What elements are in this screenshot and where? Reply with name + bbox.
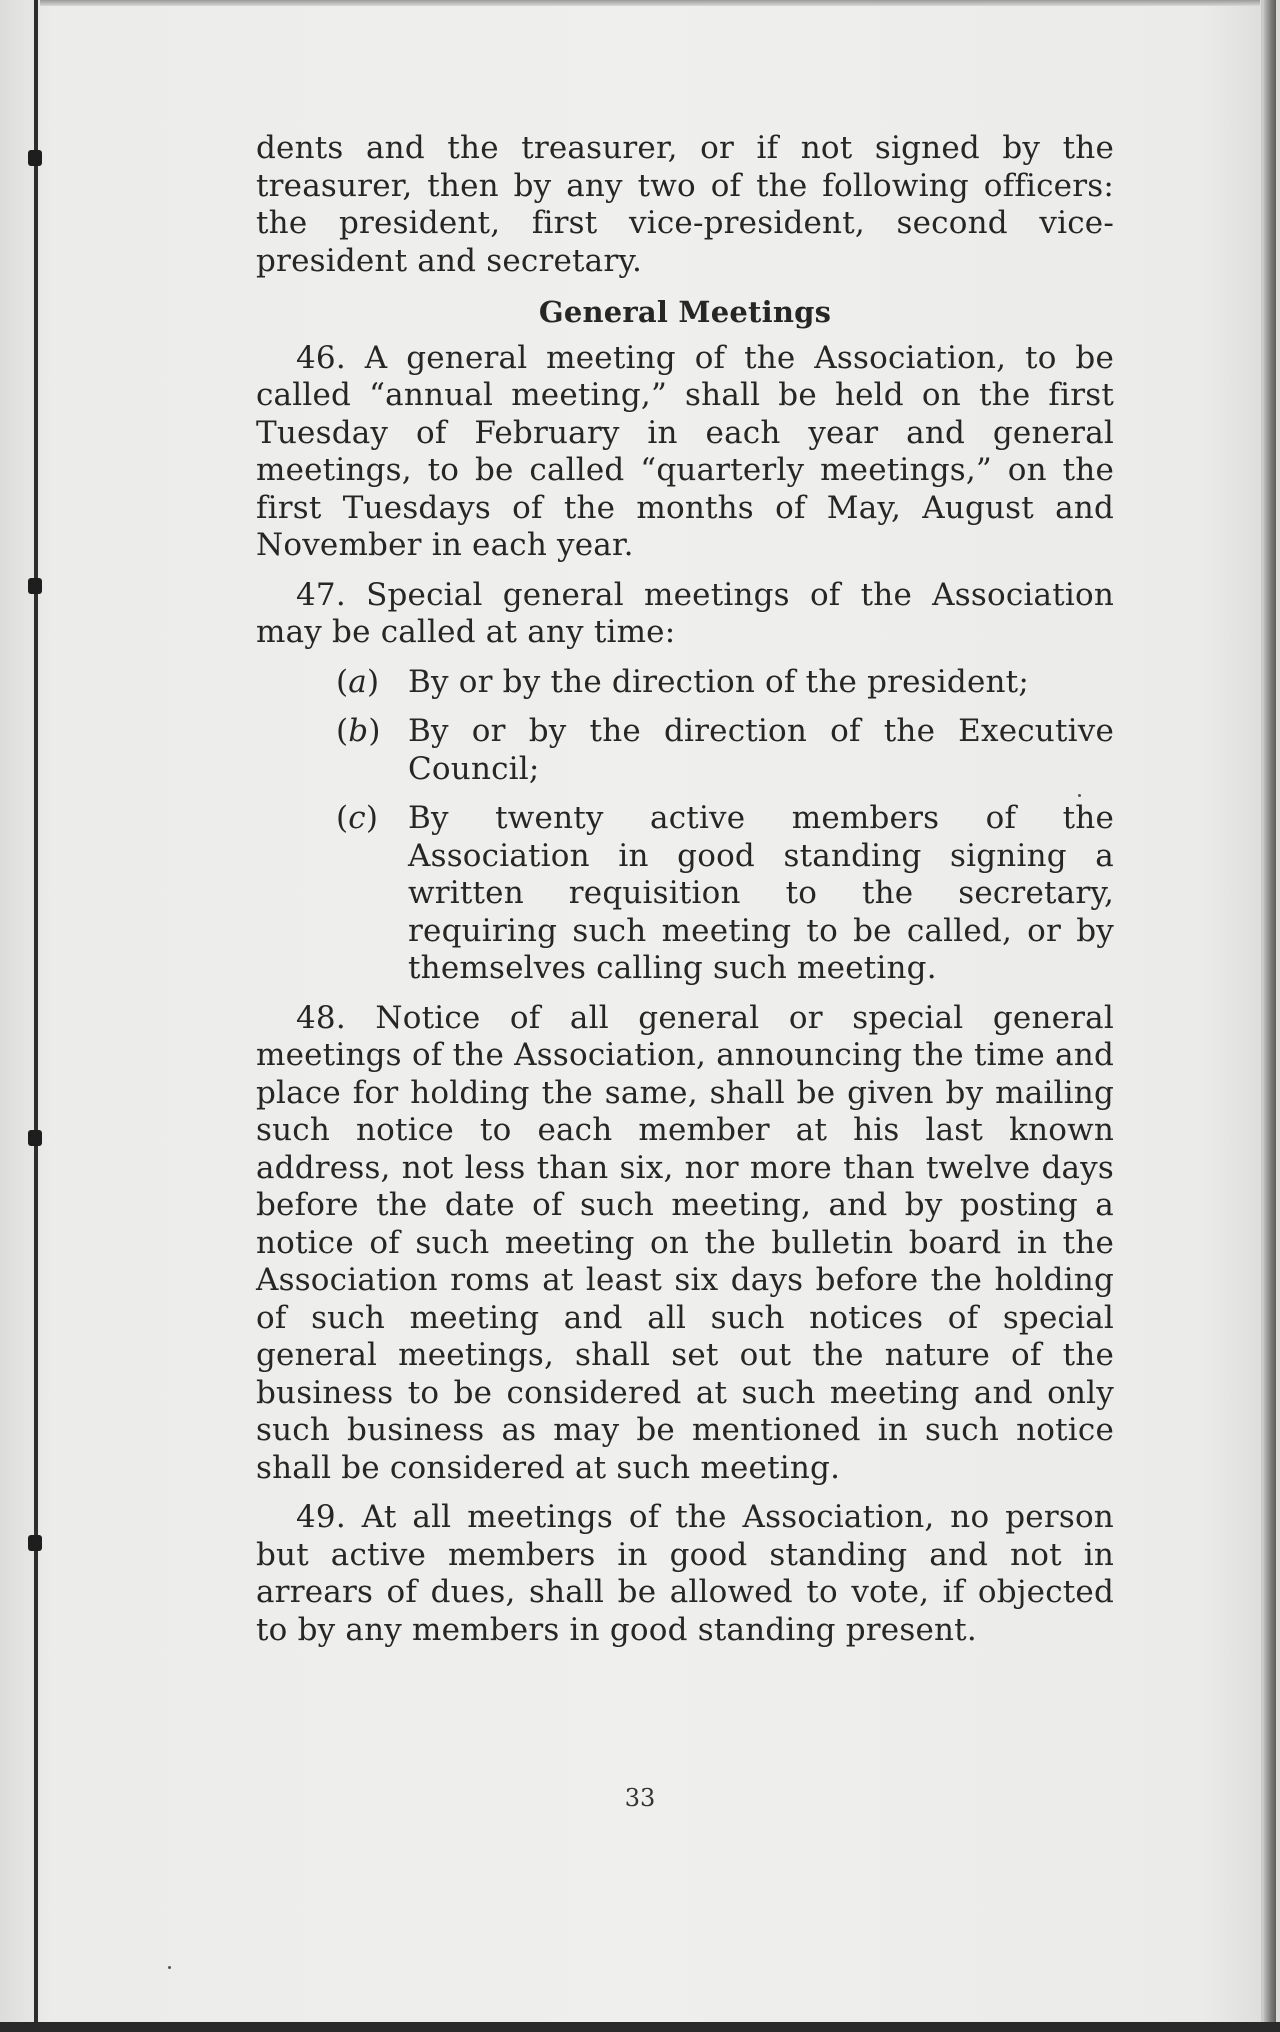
page-top-edge xyxy=(40,0,1260,6)
scan-speck xyxy=(168,1966,171,1969)
item-marker: (b) xyxy=(336,713,381,749)
section-47-item-b xyxy=(256,713,1114,788)
page-right-edge xyxy=(1264,0,1276,2032)
item-letter: b xyxy=(348,713,369,749)
page-number: 33 xyxy=(624,1784,656,1812)
binding-mark xyxy=(28,1130,42,1146)
section-text: Special general meetings of the Association may be called at any time: xyxy=(256,576,1114,650)
section-number: 46. xyxy=(296,339,346,376)
binding-mark xyxy=(28,578,42,594)
section-49 xyxy=(256,1499,1114,1649)
opening-fragment: dents and the treasurer, or if not signed by the treasurer, then by any two of the following officers: the president, first vice-president, second vice-president and secretary. xyxy=(256,130,1114,279)
section-number: 49. xyxy=(296,1499,346,1535)
section-47-item-a xyxy=(256,664,1114,702)
section-47 xyxy=(256,577,1114,652)
page-bottom-edge xyxy=(0,2022,1280,2032)
document-body xyxy=(256,130,1114,1661)
binding-mark xyxy=(28,1535,42,1551)
item-marker: (a) xyxy=(336,663,380,700)
section-number: 47. xyxy=(296,576,346,613)
item-text: By or by the direction of the Executive Council; xyxy=(408,713,1114,787)
section-47-item-c xyxy=(256,800,1114,988)
item-text: By twenty active members of the Association in good standing signing a written requisition to the secretary, requiring such meeting to be called, or by themselves calling such meeting. xyxy=(408,800,1114,986)
section-48 xyxy=(256,1000,1114,1488)
item-letter: c xyxy=(348,800,366,836)
section-heading: General Meetings xyxy=(538,295,832,329)
section-text: At all meetings of the Association, no person but active members in good standing and not in arrears of dues, shall be allowed to vote, if objected to by any members in good standing present. xyxy=(256,1499,1114,1648)
binding-rule xyxy=(34,0,38,2032)
section-text: A general meeting of the Association, to be called “annual meeting,” shall be held on the first Tuesday of February in each year and general meetings, to be called “quarterly meetings,” on the first Tuesdays of the months of May, August and November in each year. xyxy=(256,339,1114,563)
item-letter: a xyxy=(348,663,367,700)
item-marker: (c) xyxy=(336,800,379,836)
binding-mark xyxy=(28,150,42,166)
item-text: By or by the direction of the president; xyxy=(408,663,1029,700)
section-text: Notice of all general or special general meetings of the Association, announcing the time and place for holding the same, shall be given by mailing such notice to each member at his last known address, not less than six, nor more than twelve days before the date of such meeting, and by posting a notice of such meeting on the bulletin board in the Association roms at least six days before the holding of such meeting and all such notices of special general meetings, shall set out the nature of the business to be considered at such meeting and only such business as may be mentioned in such notice shall be considered at such meeting. xyxy=(256,999,1114,1486)
section-46 xyxy=(256,340,1114,565)
section-number: 48. xyxy=(296,999,346,1036)
